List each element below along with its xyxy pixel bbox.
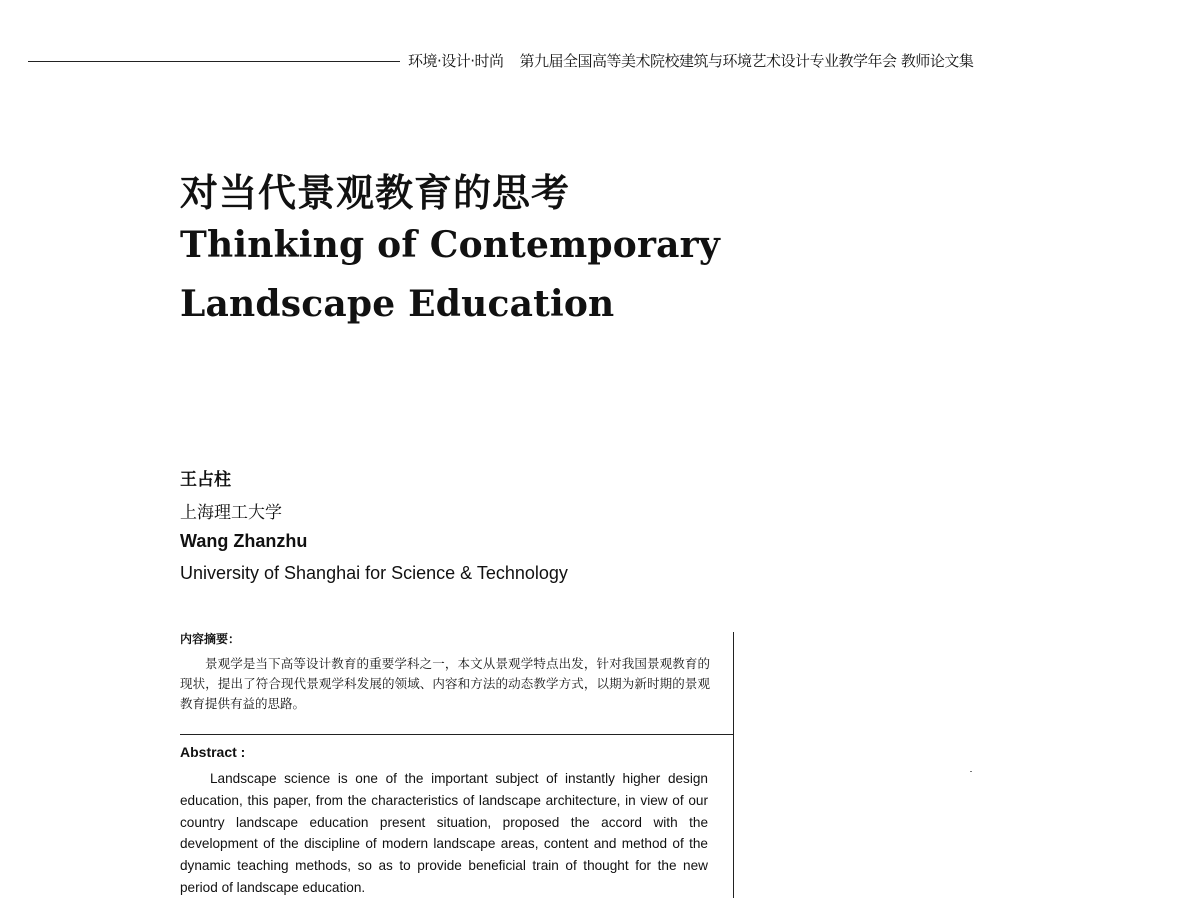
header-series: 环境·设计·时尚 — [408, 52, 504, 70]
author-name-chinese: 王占柱 — [180, 470, 231, 490]
abstract-divider-rule — [180, 734, 734, 735]
abstract-english-text: Landscape science is one of the important subject of instantly higher design education, this paper, from the characteristics of landscape architecture, in view of our country landscape education present situation, proposed the accord with the development of the discipline of modern landscape areas, content and method of the dynamic teaching methods, so as to provide beneficial train of thought for the new period of landscape education. — [180, 771, 708, 895]
abstract-box — [180, 626, 736, 898]
abstract-box-right-rule — [733, 632, 734, 898]
running-header — [408, 50, 973, 71]
scan-speck — [970, 771, 972, 772]
abstract-english-heading: Abstract : — [180, 744, 246, 760]
author-name-english: Wang Zhanzhu — [180, 531, 308, 551]
header-collection: 第九届全国高等美术院校建筑与环境艺术设计专业教学年会 教师论文集 — [519, 52, 974, 70]
title-english-line-2: Landscape Education — [180, 283, 615, 325]
abstract-chinese-text: 景观学是当下高等设计教育的重要学科之一，本文从景观学特点出发，针对我国景观教育的现状，提出了符合现代景观学科发展的领域、内容和方法的动态教学方式，以期为新时期的景观教育提供有益的思路。 — [180, 656, 710, 711]
title-chinese: 对当代景观教育的思考 — [180, 170, 571, 215]
abstract-chinese-heading: 内容摘要： — [180, 632, 241, 646]
header-rule — [28, 61, 400, 62]
affiliation-english: University of Shanghai for Science & Technology — [180, 563, 568, 583]
title-english-line-1: Thinking of Contemporary — [180, 224, 720, 266]
affiliation-chinese: 上海理工大学 — [180, 503, 282, 523]
